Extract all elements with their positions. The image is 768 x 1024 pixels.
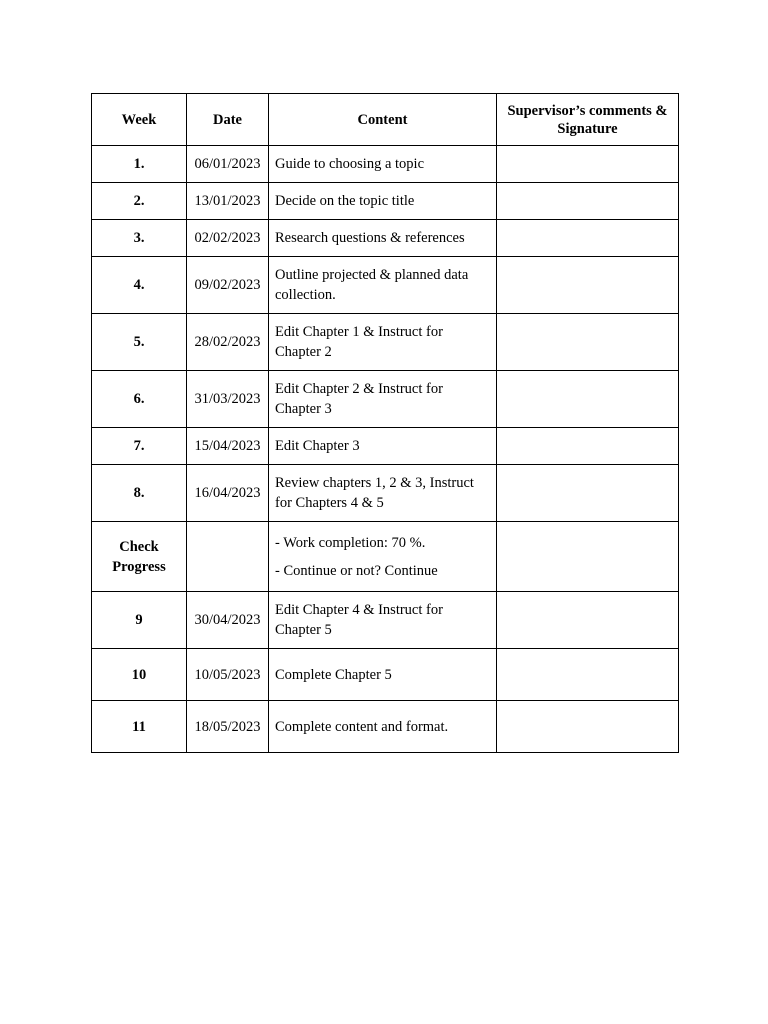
signature-cell: [497, 220, 679, 257]
table-row: [92, 314, 679, 371]
table-row: [92, 371, 679, 428]
header-date: Date: [187, 94, 269, 146]
table-row: [92, 649, 679, 701]
content-cell: Edit Chapter 2 & Instruct for Chapter 3: [269, 371, 497, 428]
week-cell: 6.: [92, 371, 187, 428]
content-cell: Guide to choosing a topic: [269, 146, 497, 183]
week-cell: 1.: [92, 146, 187, 183]
header-supervisor-signature: Supervisor’s comments & Signature: [497, 94, 679, 146]
signature-cell: [497, 314, 679, 371]
content-cell: Complete Chapter 5: [269, 649, 497, 701]
date-cell: 02/02/2023: [187, 220, 269, 257]
date-cell: 18/05/2023: [187, 701, 269, 753]
table-row: [92, 428, 679, 465]
signature-cell: [497, 428, 679, 465]
week-cell: 8.: [92, 465, 187, 522]
check-progress-row: [92, 522, 679, 592]
date-cell: [187, 522, 269, 592]
signature-cell: [497, 592, 679, 649]
signature-cell: [497, 522, 679, 592]
table-row: [92, 220, 679, 257]
content-cell: Decide on the topic title: [269, 183, 497, 220]
signature-cell: [497, 701, 679, 753]
date-cell: 09/02/2023: [187, 257, 269, 314]
table-row: [92, 146, 679, 183]
work-completion-note: - Work completion: 70 %.: [275, 534, 426, 551]
supervision-schedule-table: [91, 93, 679, 753]
date-cell: 06/01/2023: [187, 146, 269, 183]
signature-cell: [497, 465, 679, 522]
table-row: [92, 701, 679, 753]
week-cell: 4.: [92, 257, 187, 314]
date-cell: 15/04/2023: [187, 428, 269, 465]
signature-cell: [497, 146, 679, 183]
continue-decision-note: - Continue or not? Continue: [275, 562, 438, 579]
content-cell: Edit Chapter 3: [269, 428, 497, 465]
date-cell: 28/02/2023: [187, 314, 269, 371]
content-cell: Edit Chapter 4 & Instruct for Chapter 5: [269, 592, 497, 649]
signature-cell: [497, 183, 679, 220]
header-content: Content: [269, 94, 497, 146]
content-cell: Review chapters 1, 2 & 3, Instruct for Chapters 4 & 5: [269, 465, 497, 522]
table-row: [92, 257, 679, 314]
date-cell: 16/04/2023: [187, 465, 269, 522]
content-cell: Complete content and format.: [269, 701, 497, 753]
week-cell: Check Progress: [92, 522, 187, 592]
signature-cell: [497, 257, 679, 314]
table-row: [92, 592, 679, 649]
week-cell: 9: [92, 592, 187, 649]
content-cell: [269, 522, 497, 592]
week-cell: 5.: [92, 314, 187, 371]
table-header-row: [92, 94, 679, 146]
week-cell: 11: [92, 701, 187, 753]
date-cell: 31/03/2023: [187, 371, 269, 428]
week-cell: 2.: [92, 183, 187, 220]
content-cell: Edit Chapter 1 & Instruct for Chapter 2: [269, 314, 497, 371]
content-cell: Outline projected & planned data collection.: [269, 257, 497, 314]
signature-cell: [497, 371, 679, 428]
date-cell: 10/05/2023: [187, 649, 269, 701]
week-cell: 7.: [92, 428, 187, 465]
week-cell: 3.: [92, 220, 187, 257]
header-week: Week: [92, 94, 187, 146]
signature-cell: [497, 649, 679, 701]
content-cell: Research questions & references: [269, 220, 497, 257]
table-row: [92, 183, 679, 220]
date-cell: 13/01/2023: [187, 183, 269, 220]
date-cell: 30/04/2023: [187, 592, 269, 649]
table-row: [92, 465, 679, 522]
week-cell: 10: [92, 649, 187, 701]
